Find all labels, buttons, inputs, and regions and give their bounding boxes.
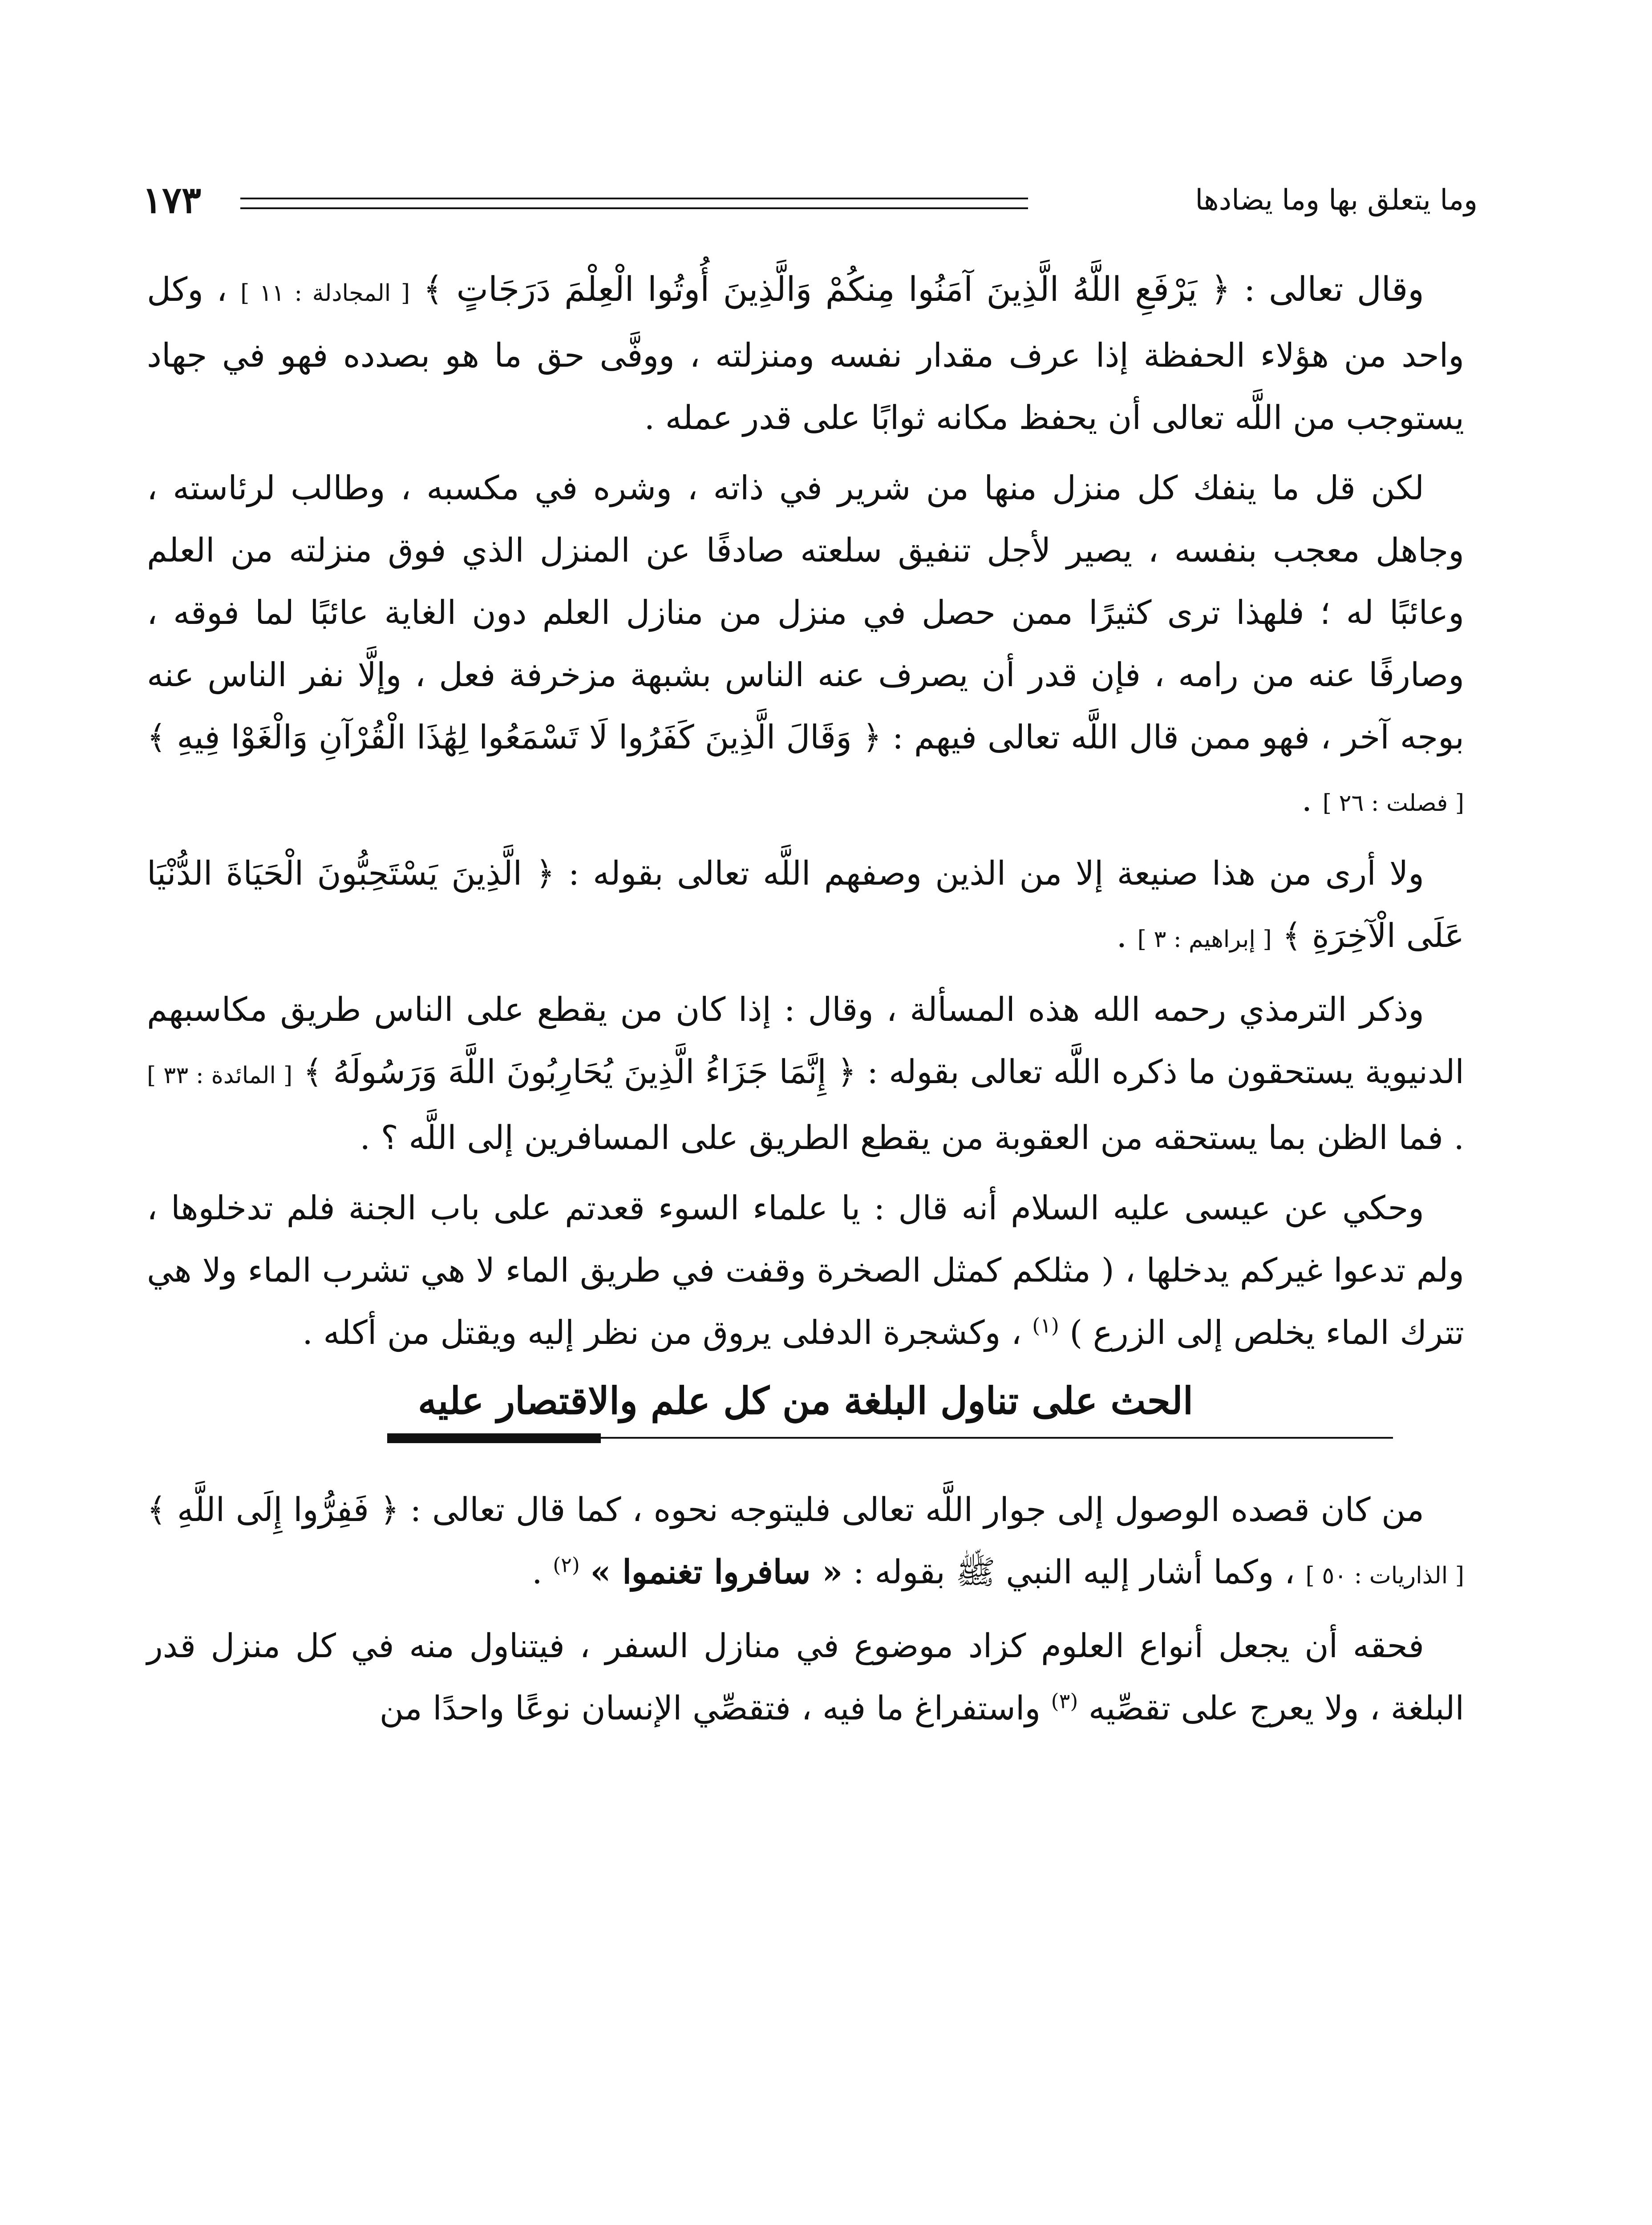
paragraph-3-text: ولا أرى من هذا صنيعة إلا من الذين وصفهم اللَّه تعالى بقوله : ﴿ الَّذِينَ يَسْتَحِبُّونَ الْحَيَاةَ الدُّنْيَا عَلَى الْآخِرَةِ ﴾: [147, 854, 1464, 955]
footnote-marker[interactable]: (٣): [1051, 1689, 1078, 1713]
page-header: [134, 178, 1478, 222]
paragraph-5-text-cont: ، وكشجرة الدفلى يروق من نظر إليه ويقتل من أكله .: [302, 1314, 1022, 1352]
running-title: وما يتعلق بها وما يضادها: [1195, 184, 1478, 217]
paragraph-4-text: وذكر الترمذي رحمه الله هذه المسألة ، وقال : إذا كان من يقطع على الناس طريق مكاسبهم الدنيوية يستحقون ما ذكره اللَّه تعالى بقوله : ﴿ إِنَّمَا جَزَاءُ الَّذِينَ يُحَارِبُونَ اللَّهَ وَرَسُولَهُ ﴾: [147, 991, 1464, 1091]
paragraph-6-text-cont: ، وكما أشار إليه النبي ﷺ بقوله :: [853, 1553, 1295, 1591]
paragraph-7-text-cont: واستفراغ ما فيه ، فتقصِّي الإنسان نوعًا واحدًا من: [379, 1689, 1041, 1727]
paragraph-3: [147, 842, 1464, 971]
quran-reference: [ الذاريات : ٥٠ ]: [1305, 1562, 1464, 1589]
hadith-quote: « سافروا تغنموا »: [590, 1553, 843, 1591]
quran-reference: [ فصلت : ٢٦ ]: [1322, 790, 1464, 817]
quran-reference: [ المجادلة : ١١ ]: [240, 280, 410, 307]
paragraph-6-text-end: .: [532, 1553, 543, 1591]
paragraph-1-text: وقال تعالى : ﴿ يَرْفَعِ اللَّهُ الَّذِينَ آمَنُوا مِنكُمْ وَالَّذِينَ أُوتُوا الْعِلْمَ دَرَجَاتٍ ﴾: [423, 269, 1424, 309]
paragraph-1: [147, 258, 1464, 449]
paragraph-7: [147, 1615, 1464, 1740]
paragraph-6-text: من كان قصده الوصول إلى جوار اللَّه تعالى فليتوجه نحوه ، كما قال تعالى : ﴿ فَفِرُّوا إِلَى اللَّهِ ﴾: [147, 1491, 1424, 1529]
paragraph-2-text-cont: .: [1301, 781, 1312, 819]
page-number: ١٧٣: [142, 179, 202, 222]
paragraph-5-text: وحكي عن عيسى عليه السلام أنه قال : يا علماء السوء قعدتم على باب الجنة فلم تدخلوها ، ولم تدعوا غيركم يدخلها ، ( مثلكم كمثل الصخرة وقفت في طريق الماء لا هي تشرب الماء ولا هي تترك الماء يخلص إلى الزرع ): [147, 1189, 1464, 1352]
footnote-marker[interactable]: (١): [1032, 1313, 1059, 1338]
footnote-marker[interactable]: (٢): [553, 1553, 580, 1577]
paragraph-2-text: لكن قل ما ينفك كل منزل منها من شرير في ذاته ، وشره في مكسبه ، وطالب لرئاسته ، وجاهل معجب بنفسه ، يصير لأجل تنفيق سلعته صادفًا عن المنزل الذي فوق منزلته من العلم وعائبًا له ؛ فلهذا ترى كثيرًا ممن حصل في منزل من منازل العلم دون الغاية عائبًا لما فوقه ، وصارفًا عنه من رامه ، فإن قدر أن يصرف عنه الناس بشبهة مزخرفة فعل ، وإلَّا نفر الناس عنه بوجه آخر ، فهو ممن قال اللَّه تعالى فيهم : ﴿ وَقَالَ الَّذِينَ كَفَرُوا لَا تَسْمَعُوا لِهَٰذَا الْقُرْآنِ وَالْغَوْا فِيهِ ﴾: [147, 469, 1464, 756]
section-heading: الحث على تناول البلغة من كل علم والاقتصار عليه: [417, 1379, 1194, 1423]
paragraph-2: [147, 457, 1464, 834]
paragraph-3-text-cont: .: [1116, 917, 1127, 955]
quran-reference: [ المائدة : ٣٣ ]: [147, 1062, 293, 1089]
paragraph-7-text: فحقه أن يجعل أنواع العلوم كزاد موضوع في منازل السفر ، فيتناول منه في كل منزل قدر البلغة ، ولا يعرج على تقصِّيه: [147, 1627, 1464, 1727]
header-rule: [240, 198, 1028, 209]
main-text: [147, 258, 1464, 1748]
paragraph-4: [147, 979, 1464, 1169]
paragraph-6: [147, 1479, 1464, 1607]
quran-reference: [ إبراهيم : ٣ ]: [1137, 926, 1272, 953]
heading-rule: [147, 1430, 1464, 1448]
paragraph-4-text-cont: . فما الظن بما يستحقه من العقوبة من يقطع الطريق على المسافرين إلى اللَّه ؟ .: [360, 1119, 1464, 1157]
paragraph-5: [147, 1177, 1464, 1364]
paragraph-1-text-cont: ، وكل واحد من هؤلاء الحفظة إذا عرف مقدار نفسه ومنزلته ، ووفَّى حق ما هو بصدده فهو في جهاد يستوجب من اللَّه تعالى أن يحفظ مكانه ثوابًا على قدر عمله .: [147, 271, 1464, 437]
